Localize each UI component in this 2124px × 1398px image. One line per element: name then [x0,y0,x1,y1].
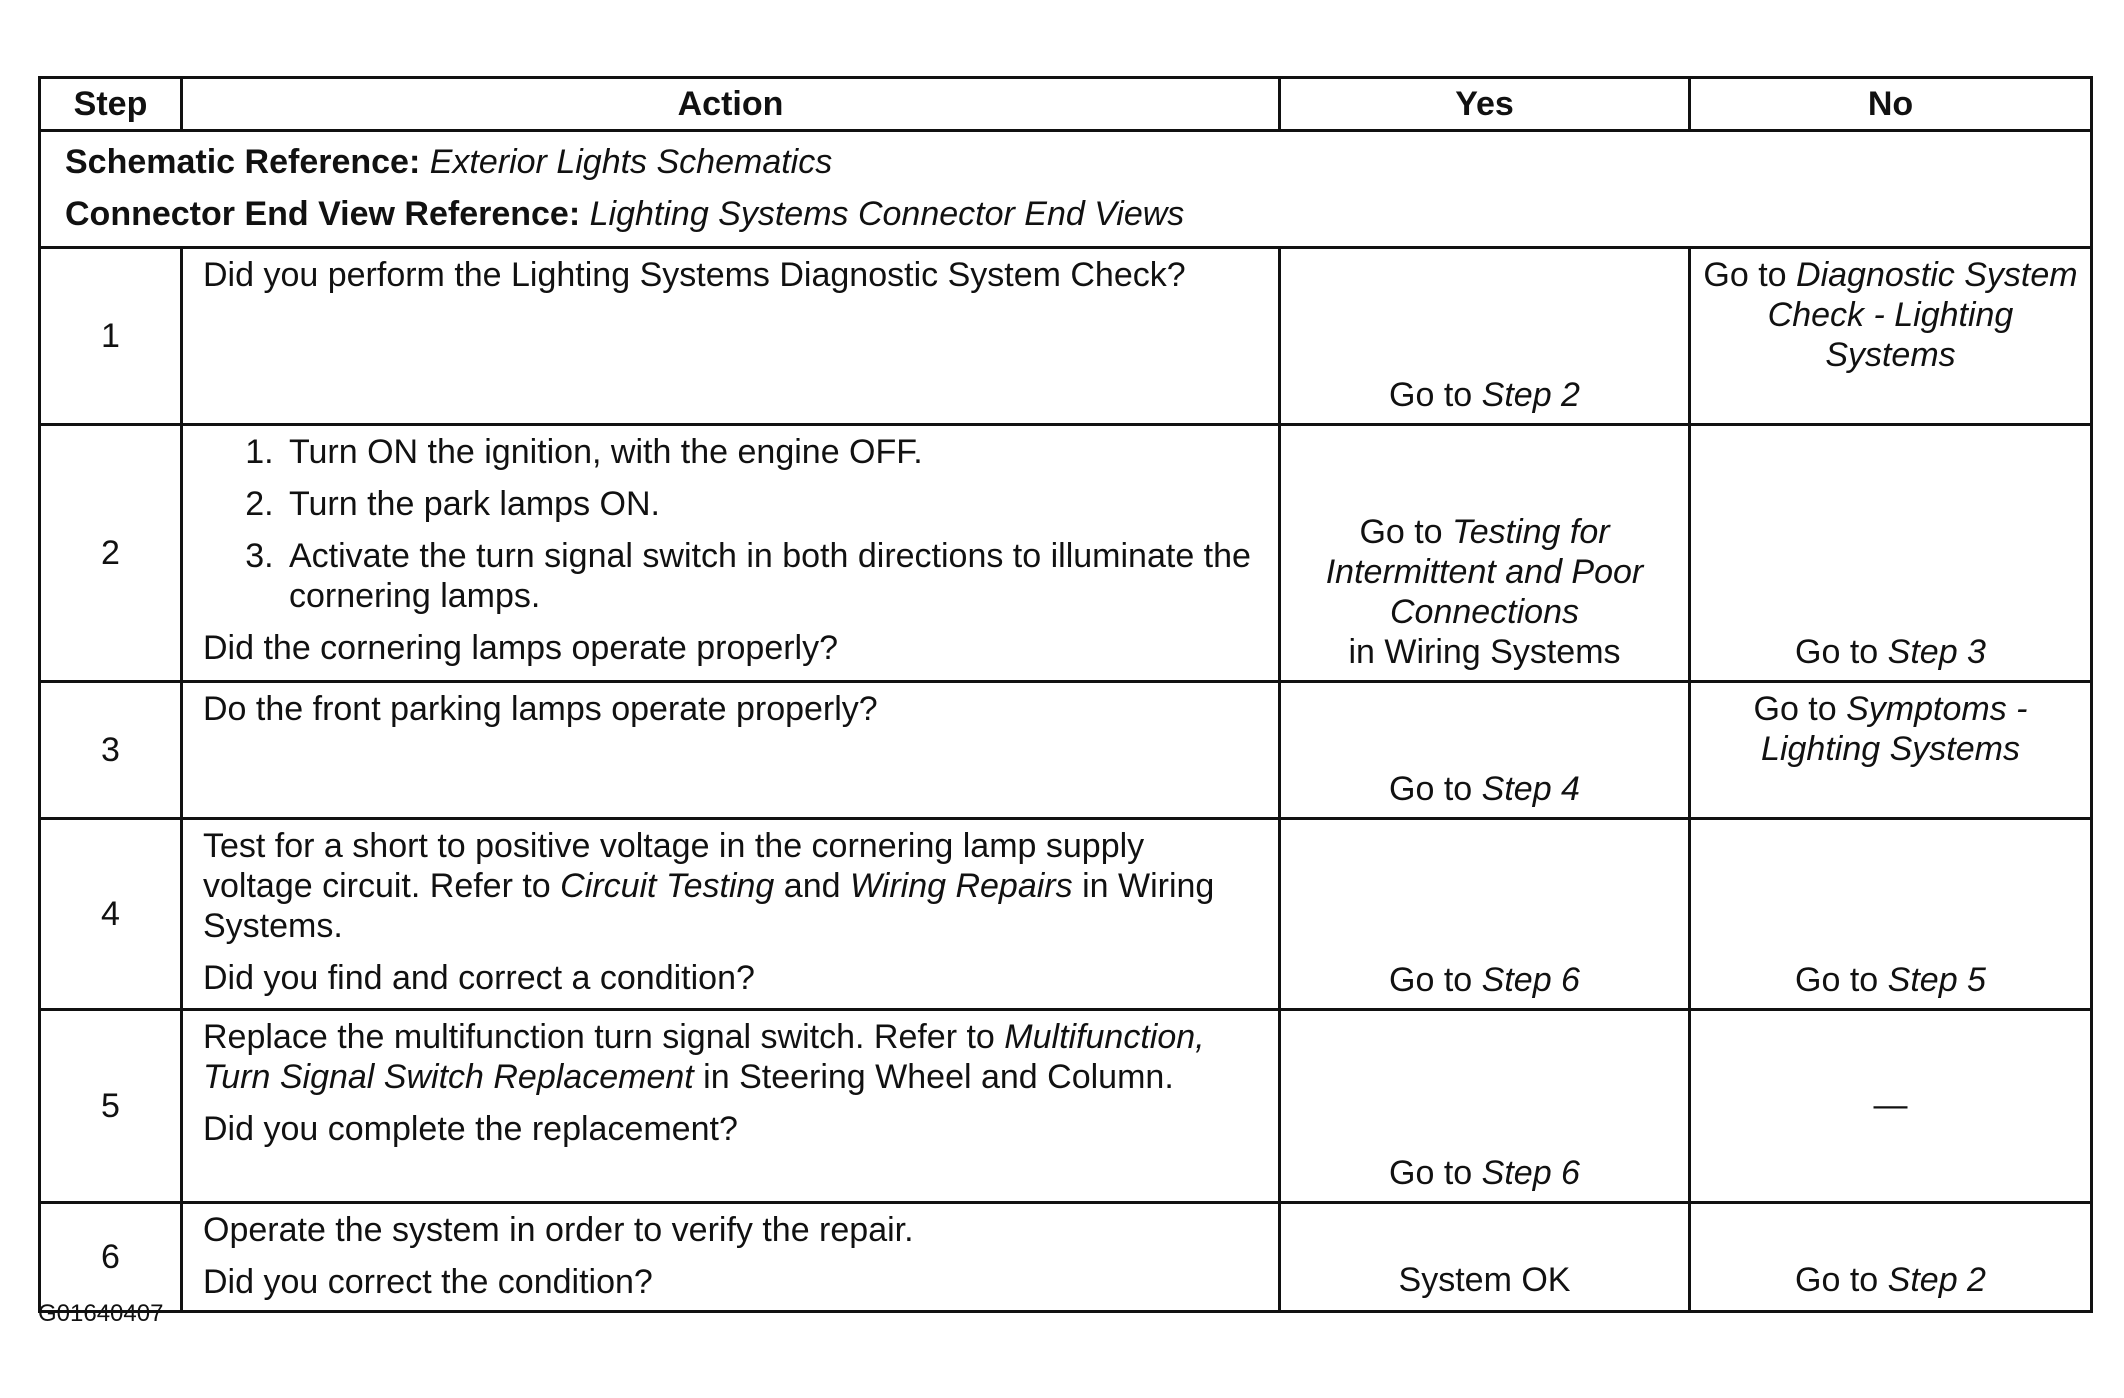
yes-link[interactable]: Step 6 [1481,961,1580,999]
schematic-reference-label: Schematic Reference: [65,143,421,181]
no-result: Go to Step 3 [1795,633,1986,671]
header-no: No [1690,78,2092,131]
connector-reference [65,188,2066,240]
yes-result: Go to Step 6 [1389,1154,1580,1192]
no-link[interactable]: Step 5 [1887,961,1986,999]
step-number: 1 [40,248,182,425]
action-text: Did you perform the Lighting Systems Diagnostic System Check? [203,256,1186,294]
schematic-reference-link[interactable]: Exterior Lights Schematics [429,143,833,181]
no-result: Go to Step 2 [1795,1261,1986,1299]
action-list-item: 2. Turn the park lamps ON. [283,484,1256,524]
yes-link[interactable]: Testing for Intermittent and Poor Connections [1325,513,1644,631]
no-link[interactable]: Step 3 [1887,633,1986,671]
yes-link[interactable]: Step 4 [1481,770,1580,808]
action-question: Did you correct the condition? [203,1263,653,1301]
yes-link[interactable]: Step 2 [1481,376,1580,414]
action-list [203,432,1256,616]
table-row [40,1010,2092,1203]
figure-id: G01640407 [38,1300,164,1327]
table-row [40,425,2092,682]
schematic-reference [65,136,2066,188]
action-list-item: 3. Activate the turn signal switch in both directions to illuminate the cornering lamps. [283,536,1256,616]
no-result: Go to Diagnostic System Check - Lighting Systems [1703,256,2078,374]
header-action: Action [182,78,1280,131]
header-step: Step [40,78,182,131]
step-number: 6 [40,1203,182,1312]
yes-result: Go to Step 4 [1389,770,1580,808]
action-text: Test for a short to positive voltage in the cornering lamp supply voltage circuit. Refer to Circuit Testing and Wiring Repairs in Wiring Systems. [203,827,1215,945]
header-row [40,78,2092,131]
action-link[interactable]: Circuit Testing [560,867,775,905]
table-row [40,682,2092,819]
no-link[interactable]: Diagnostic System Check - Lighting Systems [1767,256,2078,374]
step-number: 2 [40,425,182,682]
yes-link[interactable]: Step 6 [1481,1154,1580,1192]
action-list-item: 1. Turn ON the ignition, with the engine OFF. [283,432,1256,472]
action-text: Replace the multifunction turn signal switch. Refer to Multifunction, Turn Signal Switch Replacement in Steering Wheel and Column. [203,1018,1205,1096]
action-link[interactable]: Wiring Repairs [849,867,1073,905]
connector-reference-label: Connector End View Reference: [65,195,581,233]
connector-reference-link[interactable]: Lighting Systems Connector End Views [589,195,1185,233]
reference-row [40,131,2092,248]
yes-result: System OK [1398,1261,1571,1299]
table-row [40,1203,2092,1312]
yes-result: Go to Step 6 [1389,961,1580,999]
step-number: 4 [40,819,182,1010]
action-question: Did you find and correct a condition? [203,959,755,997]
action-question: Did you complete the replacement? [203,1110,738,1148]
diagnostic-table [38,76,2093,1313]
table-row [40,819,2092,1010]
no-link[interactable]: Step 2 [1887,1261,1986,1299]
step-number: 3 [40,682,182,819]
no-link[interactable]: Symptoms - Lighting Systems [1761,690,2028,768]
no-result: Go to Symptoms - Lighting Systems [1753,690,2028,768]
header-yes: Yes [1280,78,1690,131]
no-result: Go to Step 5 [1795,961,1986,999]
yes-result: Go to Step 2 [1389,376,1580,414]
table-row [40,248,2092,425]
action-text: Do the front parking lamps operate properly? [203,690,878,728]
action-link[interactable]: Multifunction, Turn Signal Switch Replacement [203,1018,1205,1096]
step-number: 5 [40,1010,182,1203]
action-text: Operate the system in order to verify the repair. [203,1211,914,1249]
action-question: Did the cornering lamps operate properly? [203,629,839,667]
no-result: — [1873,1086,1908,1124]
yes-result: Go to Testing for Intermittent and Poor Connections in Wiring Systems [1325,513,1644,671]
